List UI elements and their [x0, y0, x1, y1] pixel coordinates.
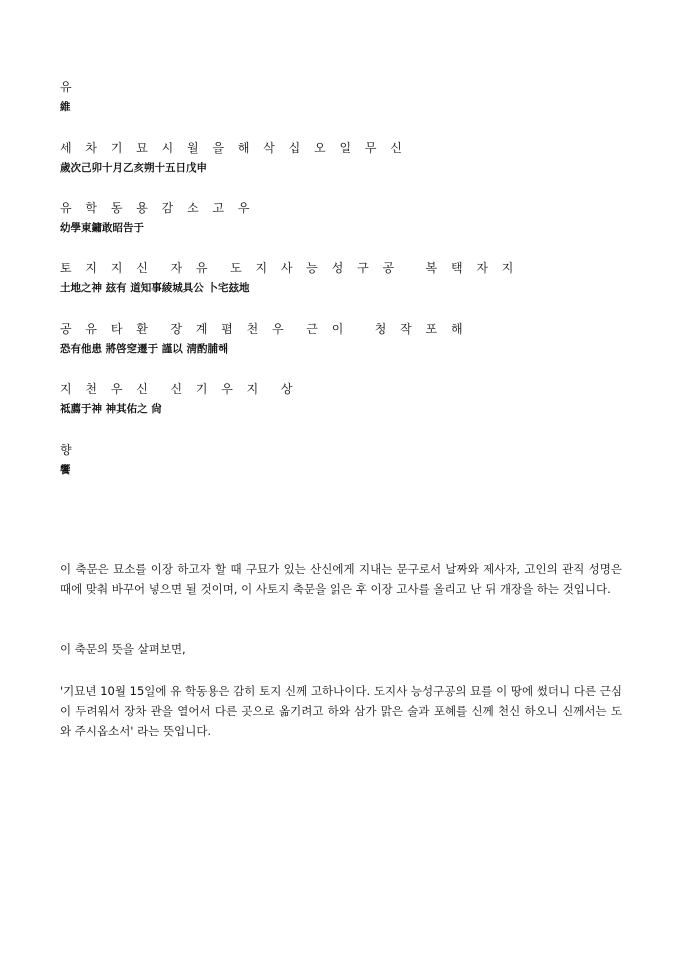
verse-4-hanja: 土地之神 玆有 道知事綾城具公 卜宅玆地	[60, 282, 250, 294]
verse-1-korean: 유	[60, 80, 77, 94]
verse-2-hanja: 歲次己卯十月乙亥朔十五日戊申	[60, 162, 207, 174]
verse-4-korean: 토 지 지 신 자 유 도 지 사 능 성 구 공 복 택 자 지	[60, 261, 519, 275]
explanation-paragraph-2: 이 축문의 뜻을 살펴보면,	[60, 642, 186, 656]
verse-3-korean: 유 학 동 용 감 소 고 우	[60, 201, 255, 215]
verse-6-korean: 지 천 우 신 신 기 우 지 상	[60, 382, 298, 396]
verse-6-hanja: 祗薦于神 神其佑之 尙	[60, 403, 162, 415]
explanation-paragraph-3: '기묘년 10월 15일에 유 학동용은 감히 토지 신께 고하나이다. 도지사 능성구공의 묘를 이 땅에 썼더니 다른 근심이 두려워서 장차 관을 열어서 다른 곳으로 옮기려고 하와 삼가 맑은 술과 포혜를 신께 천신 하오니 신께서는 도와 주시옵소서' 라는 뜻입니다.	[60, 684, 622, 738]
verse-3-hanja: 幼學東鏞敢昭告于	[60, 222, 144, 234]
verse-7-korean: 향	[60, 443, 77, 457]
verse-7-hanja: 饗	[60, 464, 71, 476]
verse-5-korean: 공 유 타 환 장 계 폄 천 우 근 이 청 작 포 해	[60, 322, 468, 336]
verse-5-hanja: 恐有他患 將啓窆遷于 謹以 淸酌脯해	[60, 343, 229, 355]
verse-1-hanja: 維	[60, 101, 71, 113]
explanation-paragraph-1: 이 축문은 묘소를 이장 하고자 할 때 구묘가 있는 산신에게 지내는 문구로서 날짜와 제사자, 고인의 관직 성명은 때에 맞춰 바꾸어 넣으면 될 것이며, 이 사토지 축문을 읽은 후 이장 고사를 올리고 난 뒤 개장을 하는 것입니다.	[60, 562, 622, 596]
verse-2-korean: 세 차 기 묘 시 월 을 해 삭 십 오 일 무 신	[60, 141, 407, 155]
